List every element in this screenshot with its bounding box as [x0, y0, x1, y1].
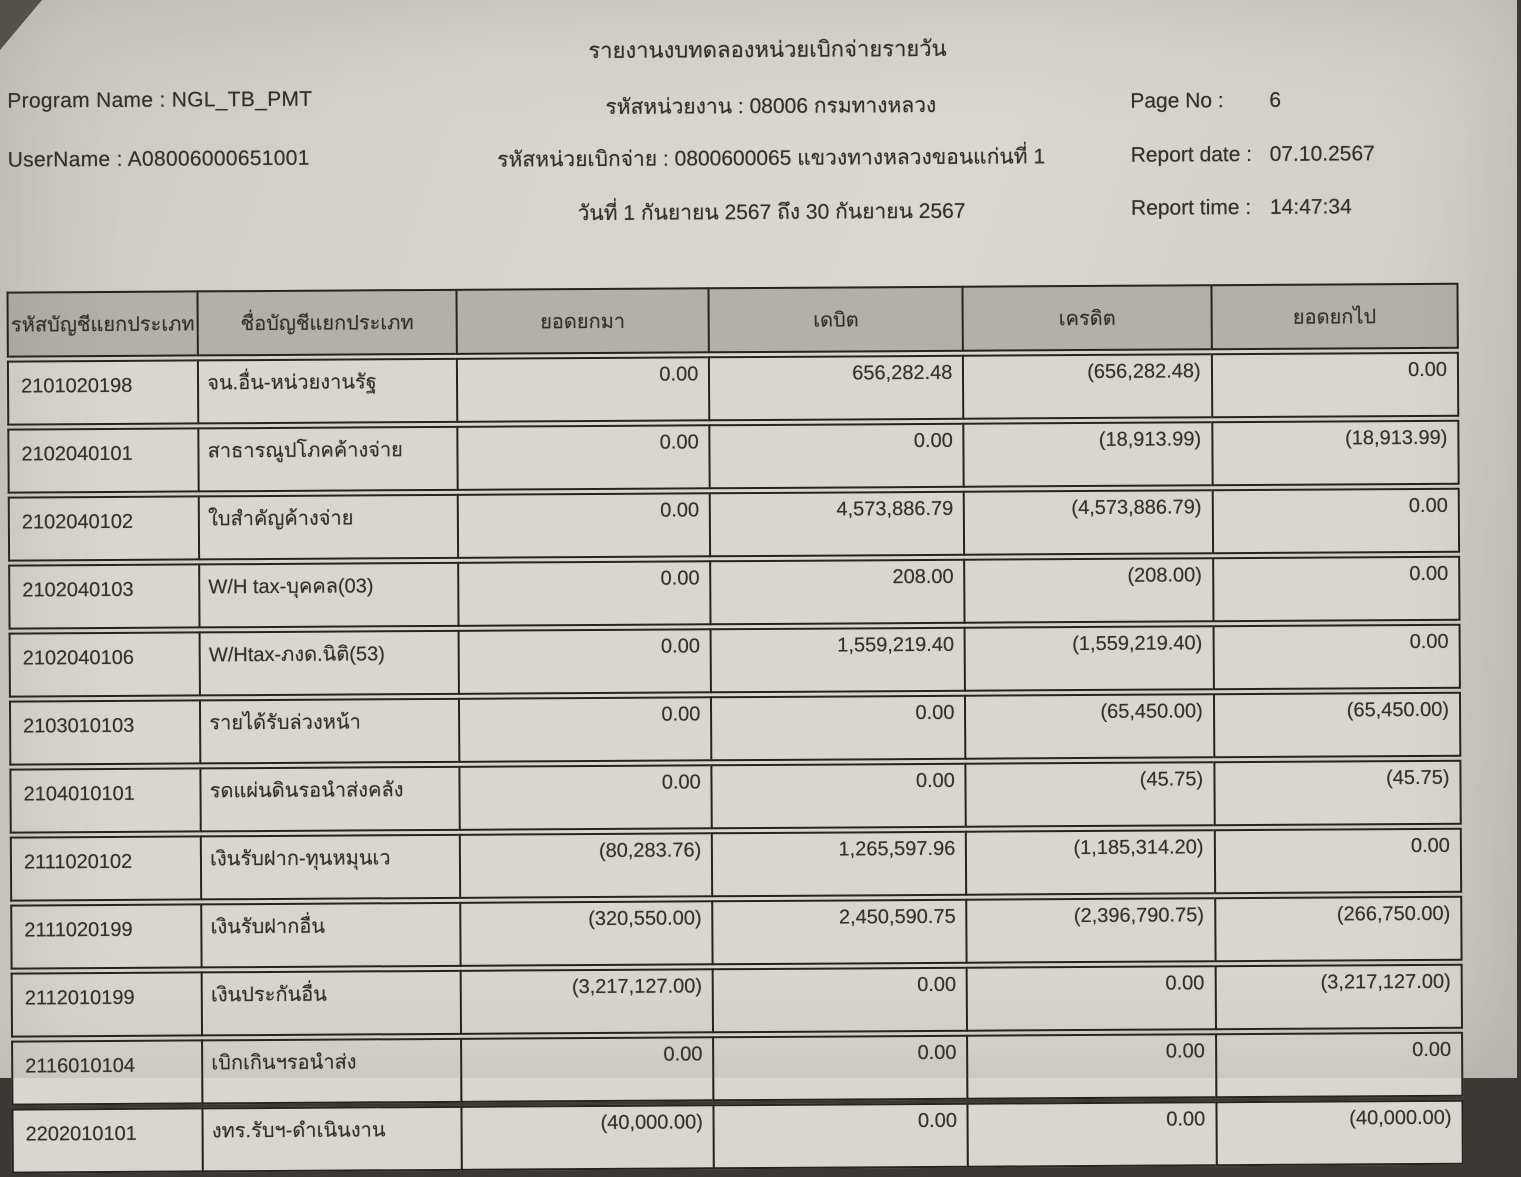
table-row — [9, 760, 1461, 834]
table-body — [7, 352, 1464, 1174]
account-code-cell: 2111020199 — [10, 903, 201, 969]
amount-cell: 0.00 — [709, 423, 963, 490]
table-row — [9, 624, 1461, 698]
amount-cell: (208.00) — [964, 557, 1213, 624]
amount-cell: (18,913.99) — [1211, 420, 1460, 487]
amount-cell: 4,573,886.79 — [709, 491, 963, 558]
column-header: เครดิต — [962, 284, 1211, 352]
account-name-cell: เงินประกันอื่น — [201, 970, 460, 1037]
amount-cell: (18,913.99) — [963, 421, 1212, 488]
trial-balance-table — [6, 280, 1463, 1177]
column-header: รหัสบัญชีแยกประเภท — [6, 290, 197, 357]
account-name-cell: W/Htax-ภงด.นิติ(53) — [199, 630, 458, 697]
amount-cell: 0.00 — [456, 424, 709, 491]
account-name-cell: เงินรับฝากอื่น — [200, 902, 459, 969]
table-row — [11, 1100, 1463, 1174]
username: UserName : A08006000651001 — [7, 146, 310, 172]
amount-cell: (1,185,314.20) — [965, 829, 1214, 896]
amount-cell: 0.00 — [713, 1103, 967, 1170]
amount-cell: 0.00 — [1213, 828, 1462, 895]
amount-cell: 0.00 — [456, 356, 709, 423]
account-code-cell: 2102040103 — [8, 563, 199, 629]
account-name-cell: สาธารณูปโภคค้างจ่าย — [198, 426, 457, 493]
page-no-label: Page No : — [1130, 89, 1224, 113]
amount-cell: 208.00 — [709, 559, 963, 626]
table-row — [11, 964, 1463, 1038]
account-code-cell: 2102040106 — [9, 631, 200, 697]
amount-cell: 1,265,597.96 — [711, 831, 965, 898]
table-row — [10, 828, 1462, 902]
amount-cell: 0.00 — [1212, 556, 1461, 623]
account-code-cell: 2102040101 — [7, 427, 198, 493]
amount-cell: 0.00 — [460, 1036, 713, 1103]
amount-cell: 2,450,590.75 — [712, 899, 966, 966]
report-title: รายงานงบทดลองหน่วยเบิกจ่ายรายวัน — [588, 35, 947, 64]
page-no-row — [1130, 89, 1281, 114]
amount-cell: (1,559,219.40) — [964, 625, 1213, 692]
disbursement-unit-code: รหัสหน่วยเบิกจ่าย : 0800600065 แขวงทางหลวงขอนแก่นที่ 1 — [497, 145, 1046, 172]
amount-cell: (266,750.00) — [1214, 896, 1463, 963]
account-code-cell: 2103010103 — [9, 699, 200, 765]
agency-code: รหัสหน่วยงาน : 08006 กรมทางหลวง — [605, 93, 937, 119]
amount-cell: (45.75) — [965, 761, 1214, 828]
account-name-cell: W/H tax-บุคคล(03) — [198, 562, 457, 629]
amount-cell: 1,559,219.40 — [710, 627, 964, 694]
program-name: Program Name : NGL_TB_PMT — [7, 87, 313, 113]
report-time-label: Report time : — [1130, 195, 1252, 220]
account-name-cell: เบิกเกินฯรอนำส่ง — [201, 1038, 460, 1105]
amount-cell: 0.00 — [1211, 488, 1460, 555]
amount-cell: 0.00 — [457, 560, 710, 627]
amount-cell: (40,000.00) — [1215, 1100, 1464, 1167]
amount-cell: 0.00 — [710, 695, 964, 762]
amount-cell: (40,000.00) — [460, 1104, 713, 1171]
table-row — [9, 692, 1461, 766]
amount-cell: 0.00 — [966, 1033, 1215, 1100]
amount-cell: 0.00 — [458, 764, 711, 831]
report-time-value: 14:47:34 — [1269, 195, 1352, 219]
amount-cell: 0.00 — [966, 965, 1215, 1032]
amount-cell: 0.00 — [1211, 352, 1460, 419]
report-date-row — [1131, 142, 1375, 167]
account-code-cell: 2112010199 — [11, 971, 202, 1037]
amount-cell: (80,283.76) — [458, 832, 711, 899]
table-row — [8, 556, 1460, 630]
page-no-value: 6 — [1269, 88, 1282, 112]
account-code-cell: 2116010104 — [11, 1039, 202, 1105]
amount-cell: (4,573,886.79) — [963, 489, 1212, 556]
account-code-cell: 2102040102 — [8, 495, 199, 561]
amount-cell: (3,217,127.00) — [1214, 964, 1463, 1031]
amount-cell: 0.00 — [711, 763, 965, 830]
account-name-cell: ใบสำคัญค้างจ่าย — [198, 494, 457, 561]
amount-cell: (65,450.00) — [964, 693, 1213, 760]
report-time-row — [1131, 195, 1352, 220]
table-row — [7, 420, 1459, 494]
table-row — [7, 352, 1459, 426]
amount-cell: (45.75) — [1213, 760, 1462, 827]
account-code-cell: 2104010101 — [9, 767, 200, 833]
amount-cell: 0.00 — [457, 628, 710, 695]
amount-cell: 0.00 — [458, 696, 711, 763]
amount-cell: (65,450.00) — [1213, 692, 1462, 759]
account-name-cell: รดแผ่นดินรอนำส่งคลัง — [200, 766, 459, 833]
account-code-cell: 2101020198 — [7, 359, 198, 425]
report-date-range: วันที่ 1 กันยายน 2567 ถึง 30 กันยายน 2567 — [577, 199, 966, 226]
amount-cell: 656,282.48 — [708, 355, 962, 422]
amount-cell: (3,217,127.00) — [459, 968, 712, 1035]
account-name-cell: รายได้รับล่วงหน้า — [199, 698, 458, 765]
column-header: เดบิต — [708, 286, 962, 354]
amount-cell: 0.00 — [712, 967, 966, 1034]
amount-cell: 0.00 — [1212, 624, 1461, 691]
amount-cell: (320,550.00) — [459, 900, 712, 967]
report-date-value: 07.10.2567 — [1269, 142, 1375, 166]
account-name-cell: จน.อื่น-หน่วยงานรัฐ — [197, 358, 456, 425]
amount-cell: 0.00 — [1215, 1032, 1464, 1099]
amount-cell: 0.00 — [456, 492, 709, 559]
amount-cell: 0.00 — [712, 1035, 966, 1102]
amount-cell: 0.00 — [967, 1101, 1216, 1168]
account-code-cell: 2111020102 — [10, 835, 201, 901]
table-row — [10, 896, 1462, 970]
column-header: ยอดยกไป — [1210, 283, 1459, 351]
table-header-row — [6, 283, 1458, 358]
column-header: ยอดยกมา — [455, 287, 708, 355]
account-name-cell: งทร.รับฯ-ดำเนินงาน — [202, 1106, 461, 1173]
account-code-cell: 2202010101 — [11, 1107, 202, 1173]
table-row — [8, 488, 1460, 562]
table-row — [11, 1032, 1463, 1106]
amount-cell: (2,396,790.75) — [966, 897, 1215, 964]
report-date-label: Report date : — [1130, 142, 1253, 167]
account-name-cell: เงินรับฝาก-ทุนหมุนเว — [200, 834, 459, 901]
column-header: ชื่อบัญชีแยกประเภท — [197, 289, 456, 357]
amount-cell: (656,282.48) — [962, 353, 1211, 420]
